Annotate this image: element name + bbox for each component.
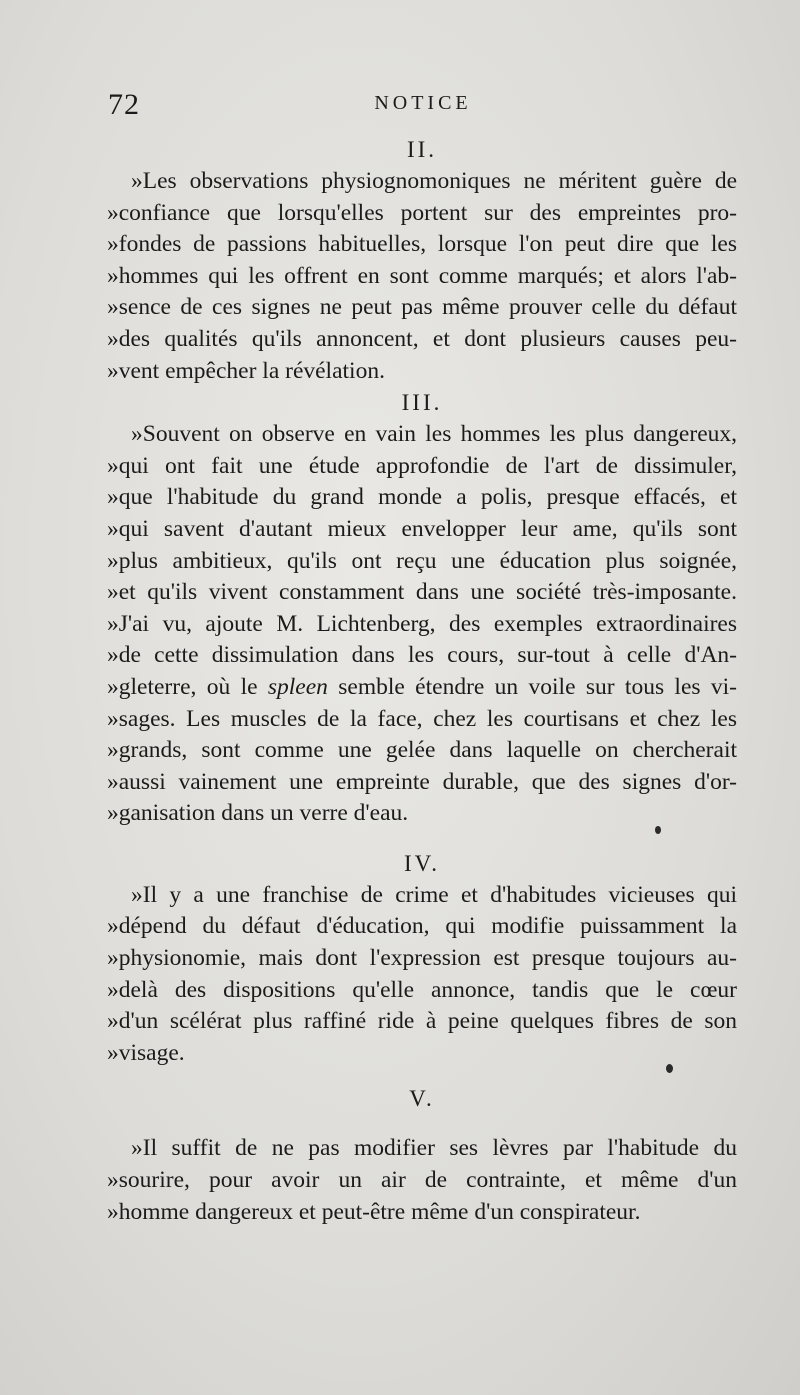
- paragraph-line: »sence de ces signes ne peut pas même prouver celle du défaut: [107, 294, 737, 321]
- paragraph-line: »de cette dissimulation dans les cours, sur-tout à celle d'An-: [107, 642, 737, 669]
- paragraph-line: »physionomie, mais dont l'expression est presque toujours au-: [107, 945, 737, 972]
- paragraph-line: »dépend du défaut d'éducation, qui modifie puissamment la: [107, 913, 737, 940]
- paragraph-line: »aussi vainement une empreinte durable, que des signes d'or-: [107, 768, 737, 795]
- page-number: 72: [108, 88, 140, 121]
- paragraph-line: »d'un scélérat plus raffiné ride à peine quelques fibres de son: [107, 1008, 737, 1035]
- paragraph-line: »hommes qui les offrent en sont comme marqués; et alors l'ab-: [107, 262, 737, 289]
- paragraph-line: »sages. Les muscles de la face, chez les courtisans et chez les: [107, 705, 737, 732]
- section-ii: [107, 134, 737, 387]
- paragraph-line: »delà des dispositions qu'elle annonce, tandis que le cœur: [107, 976, 737, 1003]
- paragraph-line: »Les observations physiognomoniques ne méritent guère de: [131, 168, 737, 194]
- section-heading: III.: [401, 390, 443, 416]
- section-heading: II.: [406, 137, 438, 162]
- paragraph-line: »Souvent on observe en vain les hommes les plus dangereux,: [131, 421, 737, 448]
- paragraph-line: »vent empêcher la révélation.: [107, 357, 385, 384]
- paragraph-line: »J'ai vu, ajoute M. Lichtenberg, des exemples extraordinaires: [107, 610, 737, 637]
- page-body: [107, 134, 737, 1228]
- paragraph-line: »ganisation dans un verre d'eau.: [107, 800, 409, 827]
- section-v: [107, 1083, 737, 1228]
- paragraph-line: »Il y a une franchise de crime et d'habitudes vicieuses qui: [131, 881, 737, 908]
- paragraph-line: »et qu'ils vivent constamment dans une société très-imposante.: [107, 579, 737, 606]
- ink-spot: [666, 1064, 673, 1073]
- section-heading: V.: [409, 1086, 435, 1112]
- paragraph-line: »sourire, pour avoir un air de contrainte, et même d'un: [107, 1167, 737, 1194]
- paragraph-line: »Il suffit de ne pas modifier ses lèvres par l'habitude du: [131, 1135, 737, 1162]
- paragraph-line: »des qualités qu'ils annoncent, et dont plusieurs causes peu-: [107, 325, 737, 352]
- paragraph-line: »gleterre, où le spleen semble étendre un voile sur tous les vi-: [107, 673, 737, 700]
- paragraph-line: »grands, sont comme une gelée dans laquelle on chercherait: [107, 737, 737, 764]
- section-iii: [107, 387, 737, 830]
- paragraph-line: »qui ont fait une étude approfondie de l'art de dissimuler,: [107, 452, 737, 479]
- paragraph-line: »homme dangereux et peut-être même d'un conspirateur.: [107, 1198, 641, 1225]
- paragraph-line: »plus ambitieux, qu'ils ont reçu une éducation plus soignée,: [107, 547, 737, 574]
- paragraph-line: »qui savent d'autant mieux envelopper leur ame, qu'ils sont: [107, 515, 737, 542]
- section-heading: IV.: [403, 850, 441, 876]
- paragraph-line: »que l'habitude du grand monde a polis, presque effacés, et: [107, 484, 737, 511]
- page-header: [108, 88, 738, 122]
- section-iv: [107, 848, 737, 1070]
- paragraph-line: »confiance que lorsqu'elles portent sur des empreintes pro-: [107, 199, 737, 226]
- paragraph-line: »fondes de passions habituelles, lorsque l'on peut dire que les: [107, 231, 737, 258]
- paragraph-line: »visage.: [107, 1039, 185, 1066]
- ink-spot: [655, 826, 661, 834]
- running-title: NOTICE: [374, 92, 472, 114]
